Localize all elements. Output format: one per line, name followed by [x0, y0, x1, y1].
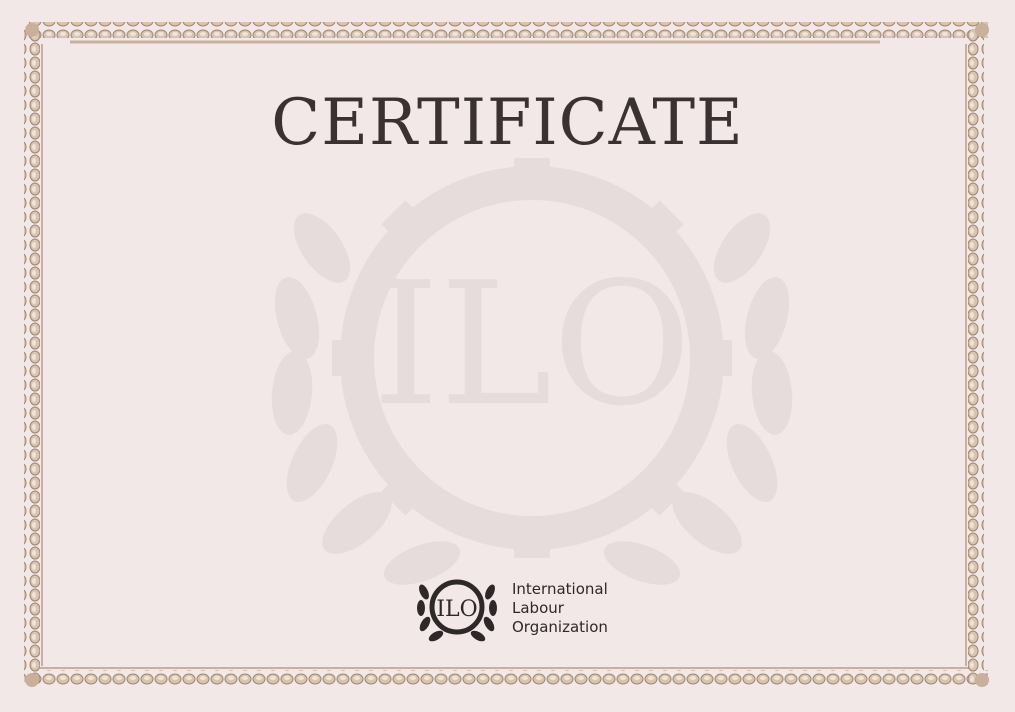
- organization-name-line1: International: [512, 579, 608, 598]
- certificate-title: CERTIFICATE: [271, 86, 744, 160]
- organization-name-line3: Organization: [512, 617, 608, 636]
- emblem-letters: ILO: [436, 597, 478, 622]
- organization-name: [512, 580, 608, 637]
- ilo-emblem-icon: [414, 570, 500, 646]
- ilo-watermark-emblem: [252, 128, 812, 598]
- ilo-logo: [414, 570, 608, 646]
- organization-name-line2: Labour: [512, 598, 564, 617]
- watermark-letters: ILO: [372, 246, 692, 444]
